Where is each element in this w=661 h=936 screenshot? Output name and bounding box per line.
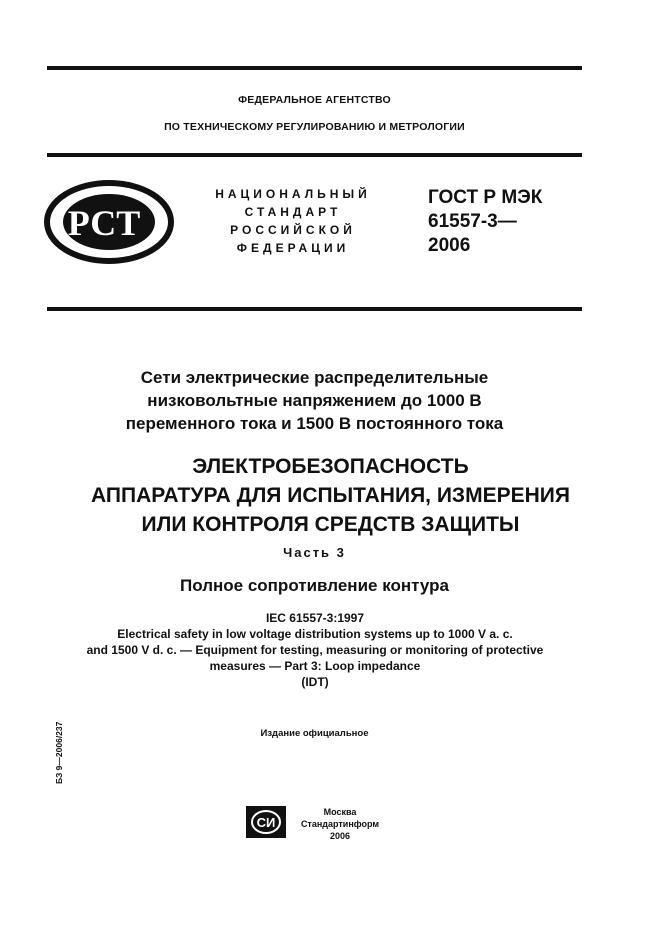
russian-title: [47, 366, 582, 435]
title-line-2: низковольтные напряжением до 1000 В: [147, 391, 482, 410]
main-title-line-2: АППАРАТУРА ДЛЯ ИСПЫТАНИЯ, ИЗМЕРЕНИЯ: [91, 484, 570, 507]
official-edition: Издание официальное: [260, 728, 369, 739]
national-standard-line-4: ФЕДЕРАЦИИ: [236, 241, 350, 255]
agency-line-2: ПО ТЕХНИЧЕСКОМУ РЕГУЛИРОВАНИЮ И МЕТРОЛОГИИ: [164, 121, 465, 133]
designation-line-3: 2006: [428, 235, 471, 256]
standard-designation: [428, 186, 542, 258]
iec-reference: [50, 610, 580, 690]
national-standard-line-3: РОССИЙСКОЙ: [230, 223, 356, 237]
title-line-1: Сети электрические распределительные: [140, 368, 489, 387]
emblem-text: РСТ: [67, 203, 141, 243]
publisher-block: [290, 806, 390, 842]
top-rule: [47, 66, 582, 70]
national-standard-line-2: СТАНДАРТ: [244, 205, 342, 219]
gost-emblem-logo: [44, 180, 174, 264]
publisher-logo-text: СИ: [256, 815, 276, 830]
designation-line-2: 61557-3—: [428, 211, 517, 232]
publisher-year: 2006: [329, 831, 351, 841]
section-rule: [47, 307, 582, 311]
publisher-name: Стандартинформ: [300, 819, 380, 829]
national-standard-block: [195, 185, 391, 257]
subtitle: Полное сопротивление контура: [180, 576, 449, 595]
iec-title-line-1: Electrical safety in low voltage distribution systems up to 1000 V a. c.: [117, 627, 513, 641]
publisher-logo: [246, 806, 286, 838]
iec-title-line-2: and 1500 V d. c. — Equipment for testing, measuring or monitoring of protective: [86, 643, 544, 657]
designation-line-1: ГОСТ Р МЭК: [428, 187, 543, 208]
main-title-line-1: ЭЛЕКТРОБЕЗОПАСНОСТЬ: [192, 455, 469, 478]
national-standard-line-1: НАЦИОНАЛЬНЫЙ: [215, 187, 371, 201]
iec-title-line-3: measures — Part 3: Loop impedance: [209, 659, 421, 673]
agency-line-1: ФЕДЕРАЛЬНОЕ АГЕНТСТВО: [238, 94, 391, 106]
main-title-line-3: ИЛИ КОНТРОЛЯ СРЕДСТВ ЗАЩИТЫ: [141, 513, 520, 536]
publisher-city: Москва: [323, 807, 357, 817]
part-number: Часть 3: [283, 545, 346, 560]
iec-ref: IEC 61557-3:1997: [265, 611, 365, 625]
main-title: [30, 452, 631, 539]
side-reference: БЗ 9—2006/237: [54, 721, 64, 784]
header-rule: [47, 153, 582, 157]
iec-idt: (IDT): [301, 675, 329, 689]
title-line-3: переменного тока и 1500 В постоянного тока: [125, 414, 504, 433]
